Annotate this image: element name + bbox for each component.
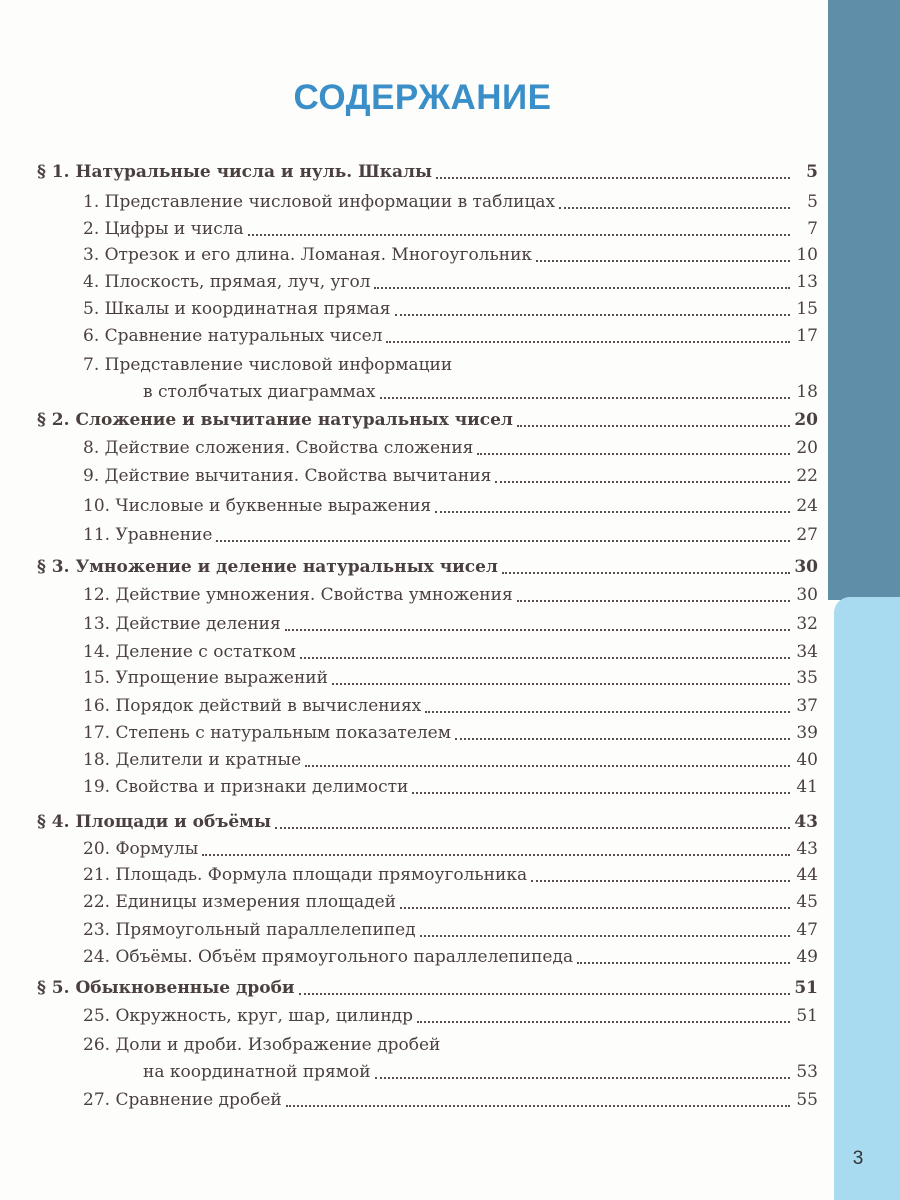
toc-label: 23. Прямоугольный параллелепипед [83,920,416,940]
toc-label: 17. Степень с натуральным показателем [83,723,451,743]
toc-page-number: 37 [796,696,818,716]
toc-label: 27. Сравнение дробей [83,1090,282,1110]
toc-label: на координатной прямой [143,1062,371,1082]
dot-leader [299,993,790,995]
toc-page-number: 51 [794,978,818,998]
toc-label: 9. Действие вычитания. Свойства вычитания [83,466,492,486]
dot-leader [380,397,791,399]
toc-page-number: 15 [796,299,818,319]
toc-label: § 1. Натуральные числа и нуль. Шкалы [37,162,433,182]
dot-leader [536,260,790,262]
dot-leader [495,481,790,483]
toc-page-number: 45 [796,892,818,912]
dot-leader [502,572,790,574]
toc-page-number: 18 [796,382,818,402]
dot-leader [375,1077,790,1079]
toc-label: 24. Объёмы. Объём прямоугольного параллелепипеда [83,947,574,967]
dot-leader [455,738,790,740]
toc-entry[interactable] [83,1088,818,1112]
toc-entry[interactable] [83,890,818,914]
toc-label: 22. Единицы измерения площадей [83,892,396,912]
toc-label: 7. Представление числовой информации [83,355,453,375]
dot-leader [275,827,790,829]
toc-label: 15. Упрощение выражений [83,668,328,688]
dot-leader [216,540,790,542]
toc-page-number: 43 [794,812,818,832]
toc-entry[interactable] [83,748,818,772]
toc-label: 14. Деление с остатком [83,642,297,662]
toc-label: 21. Площадь. Формула площади прямоугольника [83,865,528,885]
dot-leader [435,511,790,513]
dot-leader [248,234,790,236]
toc-entry[interactable] [83,721,818,745]
toc-label: 2. Цифры и числа [83,219,244,239]
toc-entry[interactable] [83,640,818,664]
toc-section[interactable] [37,810,818,834]
toc-section[interactable] [37,976,818,1000]
dot-leader [374,287,790,289]
toc-label: 3. Отрезок и его длина. Ломаная. Многоугольник [83,245,533,265]
toc-page-number: 17 [796,326,818,346]
dot-leader [400,907,790,909]
toc-entry[interactable] [83,1033,818,1057]
toc-page-number: 51 [796,1006,818,1026]
toc-page-number: 13 [796,272,818,292]
toc-entry[interactable] [83,945,818,969]
dot-leader [425,711,790,713]
toc-page-number: 10 [796,245,818,265]
dot-leader [285,629,790,631]
toc-entry[interactable] [83,863,818,887]
dot-leader [559,207,790,209]
toc-entry[interactable] [83,837,818,861]
toc-page-number: 30 [796,585,818,605]
toc-page-number: 20 [796,438,818,458]
dot-leader [412,792,790,794]
page-number: 3 [852,1148,864,1169]
toc-label: 1. Представление числовой информации в таблицах [83,192,556,212]
toc-label: 19. Свойства и признаки делимости [83,777,409,797]
toc-entry[interactable] [83,353,818,377]
toc-label: 25. Окружность, круг, шар, цилиндр [83,1006,414,1026]
toc-page-number: 22 [796,466,818,486]
toc-label: 10. Числовые и буквенные выражения [83,496,432,516]
toc-label: § 3. Умножение и деление натуральных чисел [37,557,498,577]
dot-leader [436,177,790,179]
toc-entry[interactable] [83,324,818,348]
toc-entry[interactable] [83,190,818,214]
toc-page-number: 20 [794,410,818,430]
toc-entry[interactable] [83,436,818,460]
toc-page-number: 44 [796,865,818,885]
toc-entry[interactable] [83,694,818,718]
toc-page-number: 41 [796,777,818,797]
toc-page-number: 49 [796,947,818,967]
toc-label: 26. Доли и дроби. Изображение дробей [83,1035,441,1055]
toc-entry[interactable] [83,217,818,241]
toc-page-number: 40 [796,750,818,770]
toc-page-number: 30 [794,557,818,577]
toc-page-number: 32 [796,614,818,634]
dot-leader [332,683,790,685]
toc-page-number: 5 [806,162,818,182]
dot-leader [577,962,790,964]
toc-entry[interactable] [83,297,818,321]
toc-label: § 4. Площади и объёмы [37,812,271,832]
toc-page-number: 24 [796,496,818,516]
toc-page-number: 55 [796,1090,818,1110]
dot-leader [286,1105,790,1107]
toc-page-number: 47 [796,920,818,940]
dot-leader [395,314,790,316]
toc-label: в столбчатых диаграммах [143,382,376,402]
toc-label: 13. Действие деления [83,614,281,634]
toc-page-number: 43 [796,839,818,859]
dot-leader [477,453,790,455]
toc-section[interactable] [37,555,818,579]
toc-page-number: 35 [796,668,818,688]
toc-label: 5. Шкалы и координатная прямая [83,299,391,319]
dot-leader [517,425,790,427]
dot-leader [420,935,790,937]
toc-entry[interactable] [83,464,818,488]
dot-leader [531,880,790,882]
toc-entry[interactable] [83,775,818,799]
toc-entry[interactable] [83,666,818,690]
toc-label: 20. Формулы [83,839,199,859]
toc-entry[interactable] [83,918,818,942]
dot-leader [517,600,790,602]
toc-entry[interactable] [83,494,818,518]
toc-entry[interactable] [83,523,818,547]
dot-leader [417,1021,790,1023]
toc-section[interactable] [37,408,818,432]
dot-leader [386,341,790,343]
toc-entry[interactable] [83,243,818,267]
toc-label: 12. Действие умножения. Свойства умножения [83,585,513,605]
toc-page-number: 7 [807,219,818,239]
dot-leader [305,765,790,767]
dot-leader [202,854,790,856]
toc-page-number: 53 [796,1062,818,1082]
toc-label: 6. Сравнение натуральных чисел [83,326,383,346]
toc-label: 11. Уравнение [83,525,213,545]
toc-label: § 5. Обыкновенные дроби [37,978,295,998]
toc-entry[interactable] [143,380,818,404]
toc-entry[interactable] [143,1060,818,1084]
toc-page-number: 5 [807,192,818,212]
side-tab-light [834,597,900,1200]
toc-page-number: 27 [796,525,818,545]
toc-entry[interactable] [83,612,818,636]
toc-entry[interactable] [83,1004,818,1028]
toc-entry[interactable] [83,583,818,607]
dot-leader [300,657,790,659]
toc-label: 16. Порядок действий в вычислениях [83,696,422,716]
toc-section[interactable] [37,160,818,184]
toc-label: 18. Делители и кратные [83,750,302,770]
toc-page-number: 39 [796,723,818,743]
toc-entry[interactable] [83,270,818,294]
toc-label: 8. Действие сложения. Свойства сложения [83,438,474,458]
toc-page-number: 34 [796,642,818,662]
page-title: СОДЕРЖАНИЕ [293,78,552,117]
toc-label: 4. Плоскость, прямая, луч, угол [83,272,371,292]
toc-label: § 2. Сложение и вычитание натуральных чисел [37,410,513,430]
